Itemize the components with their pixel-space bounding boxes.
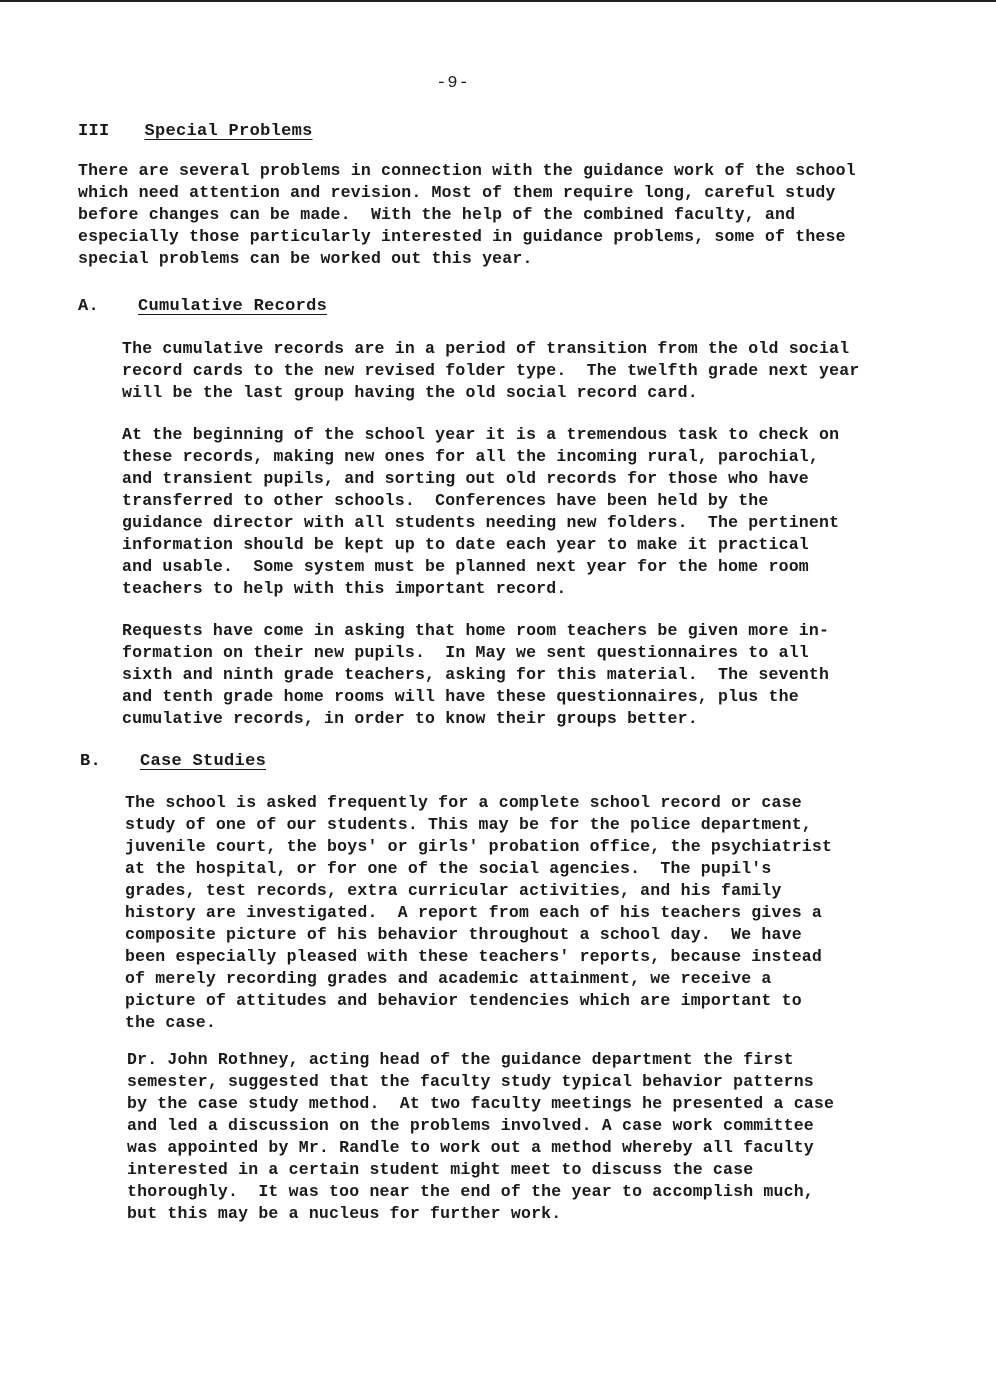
section-marker: III <box>78 122 110 141</box>
subsection-b-heading <box>80 752 266 771</box>
subsection-a-heading <box>78 297 327 316</box>
text-line: and usable. Some system must be planned next year for the home room <box>122 557 809 576</box>
case-studies-paragraph-2 <box>127 1049 834 1225</box>
text-line: record cards to the new revised folder type. The twelfth grade next year <box>122 361 860 380</box>
text-line: semester, suggested that the faculty study typical behavior patterns <box>127 1072 814 1091</box>
case-studies-paragraph-1 <box>125 792 832 1034</box>
text-line: composite picture of his behavior throughout a school day. We have <box>125 925 802 944</box>
text-line: information should be kept up to date each year to make it practical <box>122 535 809 554</box>
text-line: and tenth grade home rooms will have these questionnaires, plus the <box>122 687 799 706</box>
text-line: Requests have come in asking that home room teachers be given more in- <box>122 621 830 640</box>
text-line: but this may be a nucleus for further work. <box>127 1204 562 1223</box>
text-line: transferred to other schools. Conferences have been held by the <box>122 491 769 510</box>
text-line: picture of attitudes and behavior tendencies which are important to <box>125 991 802 1010</box>
text-line: juvenile court, the boys' or girls' probation office, the psychiatrist <box>125 837 833 856</box>
text-line: been especially pleased with these teachers' reports, because instead <box>125 947 823 966</box>
text-line: The school is asked frequently for a complete school record or case <box>125 793 802 812</box>
text-line: these records, making new ones for all the incoming rural, parochial, <box>122 447 820 466</box>
text-line: at the hospital, or for one of the social agencies. The pupil's <box>125 859 772 878</box>
text-line: sixth and ninth grade teachers, asking for this material. The seventh <box>122 665 830 684</box>
cumulative-records-paragraph-3 <box>122 620 829 730</box>
text-line: will be the last group having the old social record card. <box>122 383 698 402</box>
text-line: Dr. John Rothney, acting head of the guidance department the first <box>127 1050 794 1069</box>
cumulative-records-paragraph-1 <box>122 338 859 404</box>
subsection-b-title: Case Studies <box>140 752 267 771</box>
text-line: The cumulative records are in a period of transition from the old social <box>122 339 850 358</box>
text-line: the case. <box>125 1013 216 1032</box>
subsection-a-title: Cumulative Records <box>138 297 328 316</box>
text-line: and transient pupils, and sorting out old records for those who have <box>122 469 809 488</box>
section-intro-paragraph <box>78 160 856 270</box>
text-line: and led a discussion on the problems involved. A case work committee <box>127 1116 814 1135</box>
subsection-a-marker: A. <box>78 297 100 316</box>
text-line: special problems can be worked out this year. <box>78 249 533 268</box>
cumulative-records-paragraph-2 <box>122 424 839 600</box>
text-line: thoroughly. It was too near the end of the year to accomplish much, <box>127 1182 814 1201</box>
text-line: cumulative records, in order to know their groups better. <box>122 709 698 728</box>
text-line: which need attention and revision. Most of them require long, careful study <box>78 183 836 202</box>
page-number: -9- <box>436 74 470 93</box>
text-line: grades, test records, extra curricular activities, and his family <box>125 881 782 900</box>
text-line: guidance director with all students needing new folders. The pertinent <box>122 513 840 532</box>
text-line: history are investigated. A report from each of his teachers gives a <box>125 903 823 922</box>
text-line: was appointed by Mr. Randle to work out a method whereby all faculty <box>127 1138 814 1157</box>
text-line: At the beginning of the school year it is a tremendous task to check on <box>122 425 840 444</box>
text-line: before changes can be made. With the help of the combined faculty, and <box>78 205 796 224</box>
subsection-b-marker: B. <box>80 752 102 771</box>
text-line: teachers to help with this important record. <box>122 579 567 598</box>
text-line: by the case study method. At two faculty meetings he presented a case <box>127 1094 835 1113</box>
text-line: of merely recording grades and academic attainment, we receive a <box>125 969 772 988</box>
section-title: Special Problems <box>144 122 313 141</box>
text-line: formation on their new pupils. In May we sent questionnaires to all <box>122 643 809 662</box>
text-line: especially those particularly interested in guidance problems, some of these <box>78 227 846 246</box>
section-heading <box>78 122 313 141</box>
text-line: There are several problems in connection with the guidance work of the school <box>78 161 856 180</box>
text-line: interested in a certain student might meet to discuss the case <box>127 1160 754 1179</box>
text-line: study of one of our students. This may be for the police department, <box>125 815 812 834</box>
